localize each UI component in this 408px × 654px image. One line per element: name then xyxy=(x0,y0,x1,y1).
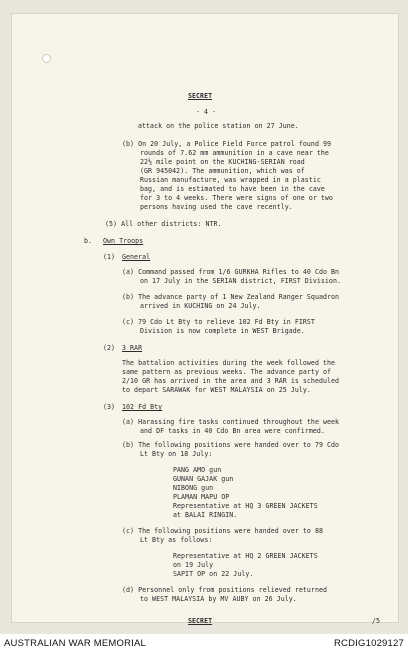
text-line: (b) The following positions were handed over to 79 Cdo xyxy=(122,441,340,449)
subsection-heading: General xyxy=(122,253,151,261)
list-item: GUNAN GAJAK gun xyxy=(173,475,234,483)
archive-institution: AUSTRALIAN WAR MEMORIAL xyxy=(4,638,147,649)
text-line: persons having used the cave recently. xyxy=(140,203,293,211)
text-line: rounds of 7.62 mm ammunition in a cave near the xyxy=(140,149,329,157)
text-line: to WEST MALAYSIA by MV AUBY on 26 July. xyxy=(140,595,297,603)
text-line: arrived in KUCHING on 24 July. xyxy=(140,302,261,310)
subsection-heading: 102 Fd Bty xyxy=(122,403,163,411)
text-line: (a) Harassing fire tasks continued throughout the week xyxy=(122,418,340,426)
text-line: same pattern as previous weeks. The advance party of xyxy=(122,368,332,376)
text-line: bag, and is estimated to have been in the cave xyxy=(140,185,325,193)
header-classification: SECRET xyxy=(188,92,213,100)
subsection-number: (3) xyxy=(103,403,116,411)
section-heading: Own Troops xyxy=(103,237,144,245)
section-letter: b. xyxy=(84,237,93,245)
list-item: on 19 July xyxy=(173,561,214,569)
subsection-number: (1) xyxy=(103,253,116,261)
list-item: Representative at HQ 3 GREEN JACKETS xyxy=(173,502,318,510)
text-line: (5) All other districts: NTR. xyxy=(105,220,222,228)
text-line: (d) Personnel only from positions relieved returned xyxy=(122,586,328,594)
subsection-heading: 3 RAR xyxy=(122,344,143,352)
list-item: SAPIT OP on 22 July. xyxy=(173,570,254,578)
text-line: attack on the police station on 27 June. xyxy=(138,122,299,130)
footer-classification: SECRET xyxy=(188,617,213,625)
text-line: (b) The advance party of 1 New Zealand Ranger Squadron xyxy=(122,293,340,301)
text-line: (b) On 20 July, a Police Field Force patrol found 99 xyxy=(122,140,332,148)
archive-footer xyxy=(0,634,408,654)
text-line: (c) The following positions were handed over to 88 xyxy=(122,527,323,535)
punch-hole xyxy=(42,54,51,63)
page-number: - 4 - xyxy=(196,108,217,116)
text-line: 22½ mile point on the KUCHING-SERIAN road xyxy=(140,158,305,166)
text-line: for 3 to 4 weeks. There were signs of one or two xyxy=(140,194,333,202)
subsection-number: (2) xyxy=(103,344,116,352)
next-page-marker: /5 xyxy=(372,617,381,625)
list-item: PLAMAN MAPU OP xyxy=(173,493,230,501)
archive-reference: RCDIG1029127 xyxy=(334,638,404,649)
text-line: Lt Bty on 18 July: xyxy=(140,450,213,458)
list-item: at BALAI RINGIN. xyxy=(173,511,238,519)
text-line: 2/10 GR has arrived in the area and 3 RAR is scheduled xyxy=(122,377,340,385)
text-line: (c) 79 Cdo Lt Bty to relieve 102 Fd Bty in FIRST xyxy=(122,318,315,326)
text-line: (GR 945042). The ammunition, which was of xyxy=(140,167,305,175)
text-line: (a) Command passed from 1/6 GURKHA Rifles to 40 Cdo Bn xyxy=(122,268,340,276)
list-item: Representative at HQ 2 GREEN JACKETS xyxy=(173,552,318,560)
text-line: to depart SARAWAK for WEST MALAYSIA on 25 July. xyxy=(122,386,311,394)
text-line: on 17 July in the SERIAN district, FIRST Division. xyxy=(140,277,341,285)
text-line: and DF tasks in 40 Cdo Bn area were confirmed. xyxy=(140,427,325,435)
list-item: PANG AMO gun xyxy=(173,466,222,474)
text-line: Lt Bty as follows: xyxy=(140,536,213,544)
text-line: Division is now complete in WEST Brigade. xyxy=(140,327,305,335)
text-line: Russian manufacture, was wrapped in a plastic xyxy=(140,176,321,184)
list-item: NIBONG gun xyxy=(173,484,214,492)
text-line: The battalion activities during the week followed the xyxy=(122,359,336,367)
